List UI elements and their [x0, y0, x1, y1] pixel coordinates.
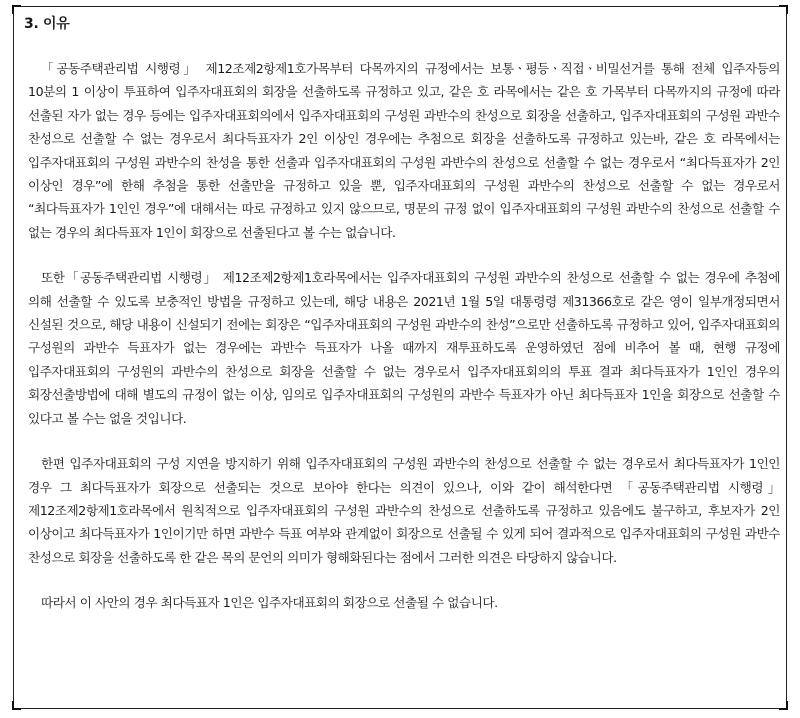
frame-corner-mark	[779, 5, 788, 14]
frame-corner-mark	[12, 701, 21, 710]
reason-paragraph-1: 「공동주택관리법 시행령」 제12조제2항제1호가목부터 다목까지의 규정에서는 보통ㆍ평등ㆍ직접ㆍ비밀선거를 통해 전체 입주자등의 10분의 1 이상이 투표하여 입주자대표회의 회장을 선출하도록 규정하고 있고, 같은 호 라목에서는 같은 호 가목부터 다목까지의 규정에 따라 선출된 자가 없는 경우 등에는 입주자대표회의에서 입주자대표회의 구성원 과반수의 찬성으로 회장을 선출하고, 입주자대표회의 구성원 과반수 찬성으로 선출할 수 없는 경우로서 최다득표자가 2인 이상인 경우에는 추첨으로 회장을 선출하도록 규정하고 있는바, 같은 호 라목에서는 입주자대표회의 구성원 과반수의 찬성을 통한 선출과 입주자대표회의 구성원 과반수의 찬성으로 선출할 수 없는 경우로서 “최다득표자가 2인 이상인 경우”에 한해 추첨을 통한 선출만을 규정하고 있을 뿐, 입주자대표회의 구성원 과반수의 찬성으로 선출할 수 없는 경우로서 “최다득표자가 1인인 경우”에 대해서는 따로 규정하고 있지 않으므로, 명문의 규정 없이 입주자대표회의 구성원 과반수의 찬성으로 선출할 수 없는 경우의 최다득표자 1인이 회장으로 선출된다고 볼 수는 없습니다.	[28, 61, 780, 240]
frame-corner-mark	[12, 5, 21, 14]
section-body	[28, 57, 780, 615]
document-frame	[13, 6, 787, 709]
conclusion-paragraph: 따라서 이 사안의 경우 최다득표자 1인은 입주자대표회의 회장으로 선출될 수 없습니다.	[41, 595, 498, 611]
reason-paragraph-3: 한편 입주자대표회의 구성 지연을 방지하기 위해 입주자대표회의 구성원 과반수의 찬성으로 선출할 수 없는 경우로서 최다득표자가 1인인 경우 그 최다득표자가 회장으로 선출되는 것으로 보아야 한다는 의견이 있으나, 이와 같이 해석한다면 「공동주택관리법 시행령」 제12조제2항제1호라목에서 원칙적으로 입주자대표회의 구성원 과반수의 찬성으로 선출하도록 규정하고 있음에도 불구하고, 후보자가 2인 이상이고 최다득표자가 1인이기만 하면 과반수 득표 여부와 관계없이 회장으로 선출될 수 있게 되어 결과적으로 입주자대표회의 구성원 과반수 찬성으로 회장을 선출하도록 한 같은 목의 문언의 의미가 형해화된다는 점에서 그러한 의견은 타당하지 않습니다.	[28, 456, 780, 565]
reason-paragraph-2: 또한「공동주택관리법 시행령」 제12조제2항제1호라목에서는 입주자대표회의 구성원 과반수의 찬성으로 선출할 수 없는 경우에 추첨에 의해 선출할 수 있도록 보충적인 방법을 규정하고 있는데, 해당 내용은 2021년 1월 5일 대통령령 제31366호로 같은 영이 일부개정되면서 신설된 것으로, 해당 내용이 신설되기 전에는 회장은 “입주자대표회의 구성원 과반수의 찬성”으로만 선출하도록 규정하고 있어, 입주자대표회의 구성원의 과반수 득표자가 없는 경우에는 과반수 득표자가 나올 때까지 재투표하도록 운영하였던 점에 비추어 볼 때, 현행 규정에 입주자대표회의 구성원의 과반수의 찬성으로 회장을 선출할 수 없는 경우로서 입주자대표회의의 투표 결과 최다득표자가 1인인 경우의 회장선출방법에 대해 별도의 규정이 없는 이상, 임의로 입주자대표회의 구성원의 과반수 득표자가 아닌 최다득표자 1인을 회장으로 선출할 수 있다고 볼 수는 없을 것입니다.	[28, 270, 780, 426]
section-heading: 3. 이유	[24, 16, 70, 32]
frame-corner-mark	[779, 701, 788, 710]
